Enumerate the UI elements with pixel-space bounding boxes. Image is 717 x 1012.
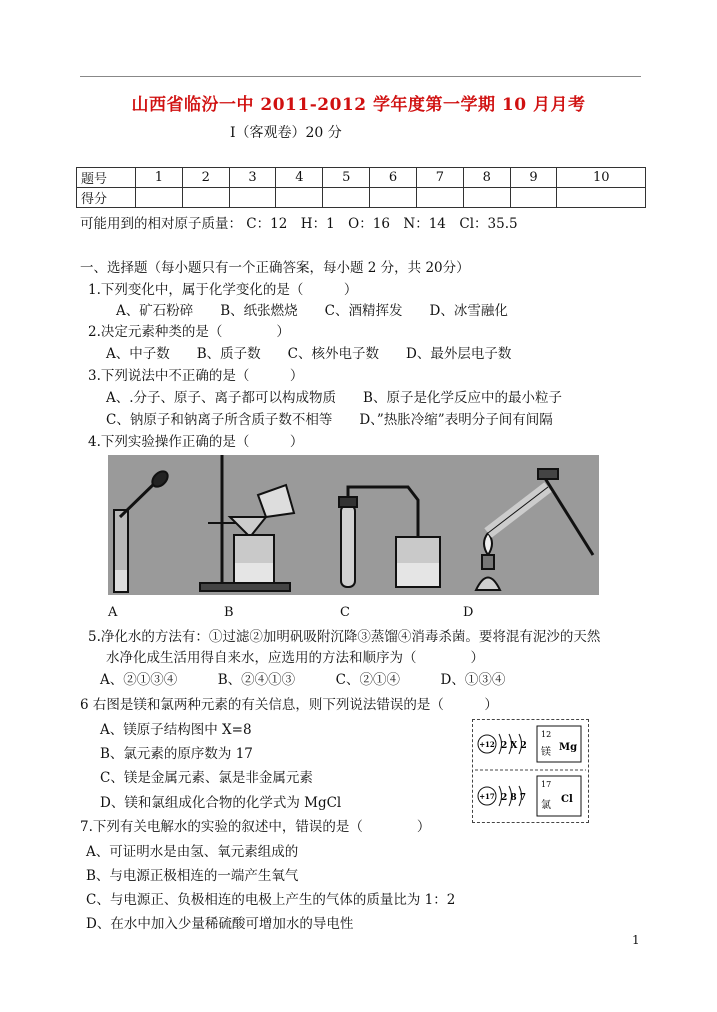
atom-structure-drawing <box>473 720 588 822</box>
q1-options: A、矿石粉碎 B、纸张燃烧 C、酒精挥发 D、冰雪融化 <box>116 303 508 319</box>
score-cell[interactable] <box>323 188 370 208</box>
question-number: 7 <box>416 168 463 188</box>
q2-stem: 2.决定元素种类的是（ ） <box>88 324 290 340</box>
score-cell[interactable] <box>416 188 463 208</box>
mg-nucleus: +12 <box>479 740 495 749</box>
atomic-masses: 可能用到的相对原子质量： C：12 H：1 O：16 N：14 Cl：35.5 <box>80 216 518 232</box>
q5-stem: 5.净化水的方法有：①过滤②加明矾吸附沉降③蒸馏④消毒杀菌。要将混有泥沙的天然 <box>88 629 601 645</box>
cl-symbol: Cl <box>561 794 573 805</box>
lab-apparatus-figure <box>108 455 599 595</box>
cl-structure <box>478 776 581 816</box>
label-c: C <box>340 605 350 620</box>
q2-options: A、中子数 B、质子数 C、核外电子数 D、最外层电子数 <box>106 346 512 362</box>
score-cell[interactable] <box>557 188 646 208</box>
table-row <box>77 188 646 208</box>
q5-stem-2: 水净化成生活用得自来水，应选用的方法和顺序为（ ） <box>106 650 484 666</box>
question-number: 6 <box>370 168 417 188</box>
mg-number: 12 <box>541 730 552 739</box>
section-heading: 一、选择题（每小题只有一个正确答案，每小题 2 分，共 20分） <box>80 260 470 276</box>
score-cell[interactable] <box>229 188 276 208</box>
q7-option-b: B、与电源正极相连的一端产生氧气 <box>86 868 299 884</box>
q7-option-d: D、在水中加入少量稀硫酸可增加水的导电性 <box>86 916 354 932</box>
cl-shells: 2 8 7 <box>501 793 527 803</box>
apparatus-b <box>200 455 294 591</box>
cl-nucleus: +17 <box>479 792 495 801</box>
cl-number: 17 <box>541 780 552 789</box>
q3-options-2: C、钠原子和钠离子所含质子数不相等 D、”热胀冷缩”表明分子间有间隔 <box>106 412 553 428</box>
question-number: 5 <box>323 168 370 188</box>
apparatus-c <box>339 487 440 587</box>
q7-option-c: C、与电源正、负极相连的电极上产生的气体的质量比为 1：2 <box>86 892 456 908</box>
q4-stem: 4.下列实验操作正确的是（ ） <box>88 434 304 450</box>
question-number: 3 <box>229 168 276 188</box>
q3-stem: 3.下列说法中不正确的是（ ） <box>88 368 304 384</box>
q6-option-a: A、镁原子结构图中 X=8 <box>100 722 252 738</box>
apparatus-a <box>114 468 171 592</box>
apparatus-d <box>476 469 593 590</box>
question-number: 1 <box>136 168 183 188</box>
score-cell[interactable] <box>182 188 229 208</box>
row-label-score: 得分 <box>77 188 136 208</box>
table-row <box>77 168 646 188</box>
label-d: D <box>463 605 474 620</box>
q6-stem: 6 右图是镁和氯两种元素的有关信息，则下列说法错误的是（ ） <box>80 697 498 713</box>
row-label-question: 题号 <box>77 168 136 188</box>
q6-option-c: C、镁是金属元素、氯是非金属元素 <box>100 770 313 786</box>
q6-option-b: B、氯元素的原序数为 17 <box>100 746 253 762</box>
q7-stem: 7.下列有关电解水的实验的叙述中，错误的是（ ） <box>80 819 431 835</box>
label-a: A <box>108 605 118 620</box>
question-number: 2 <box>182 168 229 188</box>
q3-options-1: A、.分子、原子、离子都可以构成物质 B、原子是化学反应中的最小粒子 <box>106 390 562 406</box>
mg-symbol: Mg <box>559 742 578 753</box>
question-number: 9 <box>510 168 557 188</box>
page-number: 1 <box>632 933 640 947</box>
question-number: 8 <box>463 168 510 188</box>
label-b: B <box>224 605 234 620</box>
mg-structure <box>478 726 581 762</box>
q6-option-d: D、镁和氯组成化合物的化学式为 MgCl <box>100 795 342 811</box>
score-cell[interactable] <box>276 188 323 208</box>
exam-title: 山西省临汾一中 2011-2012 学年度第一学期 10 月月考 <box>131 95 586 115</box>
cl-name: 氯 <box>541 800 551 811</box>
atom-structure-figure <box>472 719 589 823</box>
section-subtitle: Ⅰ（客观卷）20 分 <box>230 125 342 141</box>
question-number: 4 <box>276 168 323 188</box>
q1-stem: 1.下列变化中，属于化学变化的是（ ） <box>88 282 358 298</box>
score-table <box>76 167 646 208</box>
mg-name: 镁 <box>541 747 551 758</box>
mg-shells: 2 X 2 <box>501 741 527 751</box>
question-number: 10 <box>557 168 646 188</box>
score-cell[interactable] <box>136 188 183 208</box>
header-rule <box>80 76 641 77</box>
lab-apparatus-drawing <box>108 455 599 595</box>
score-cell[interactable] <box>510 188 557 208</box>
score-cell[interactable] <box>370 188 417 208</box>
q7-option-a: A、可证明水是由氢、氧元素组成的 <box>86 844 299 860</box>
score-cell[interactable] <box>463 188 510 208</box>
q5-options: A、②①③④ B、②④①③ C、②①④ D、①③④ <box>100 672 506 688</box>
